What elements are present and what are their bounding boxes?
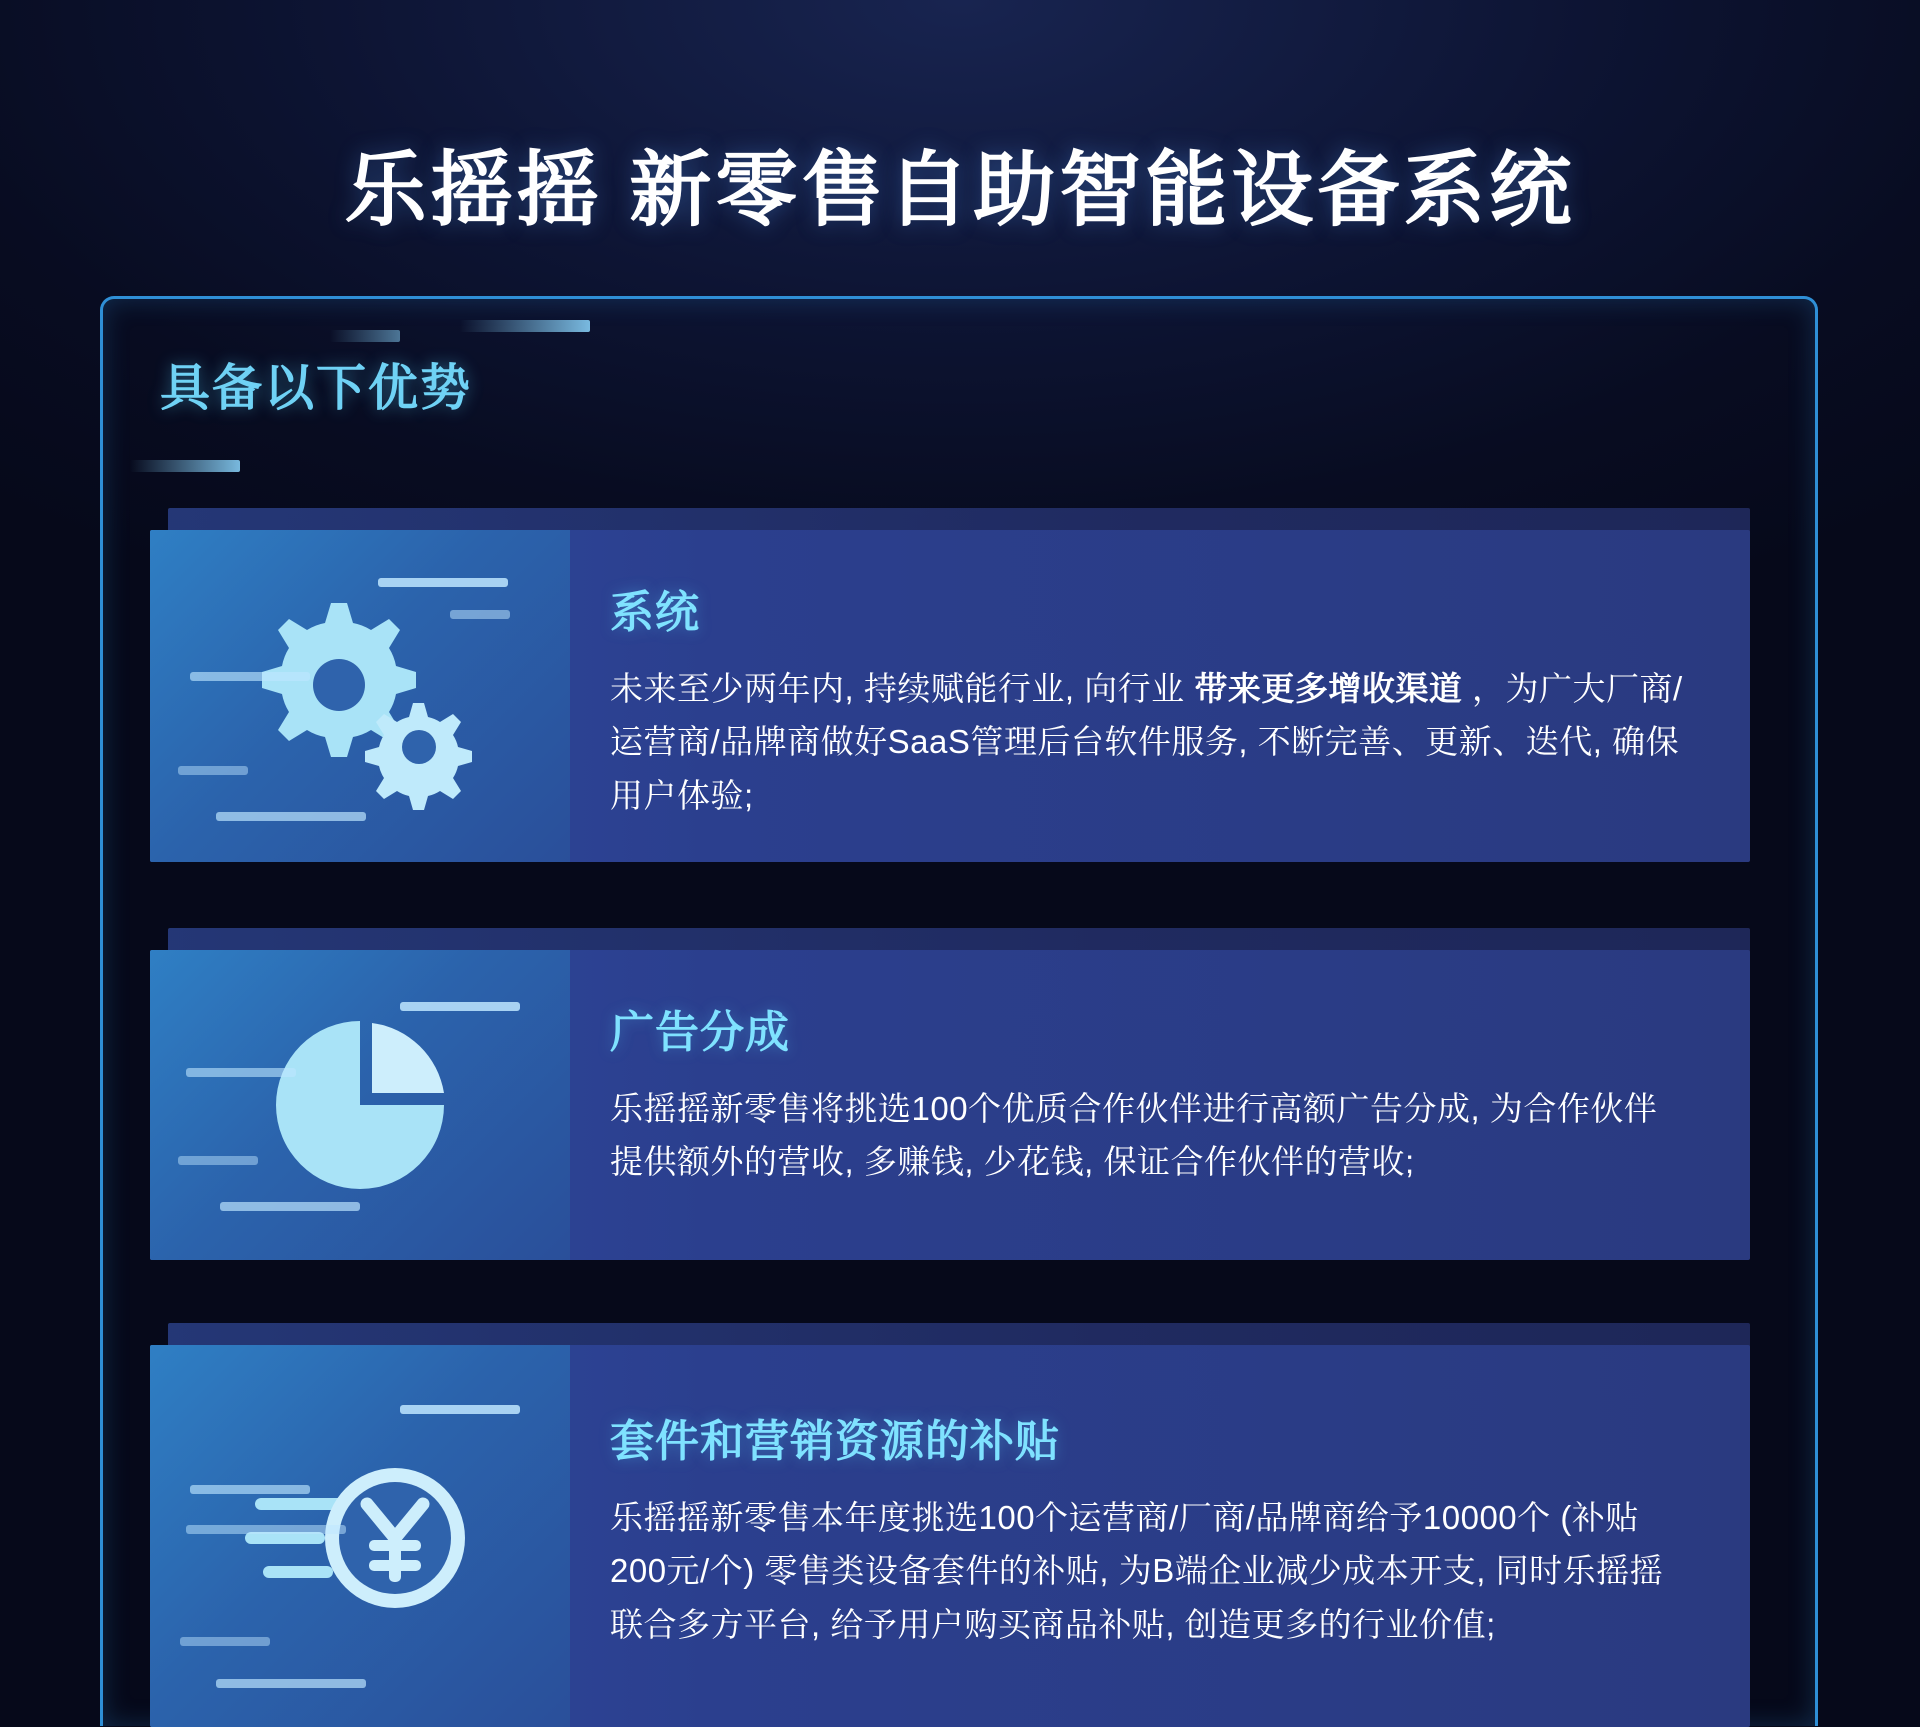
coin-yuan-icon bbox=[245, 1436, 475, 1636]
desc-highlight: 带来更多增收渠道 bbox=[1194, 670, 1463, 707]
card-title: 广告分成 bbox=[610, 1008, 790, 1057]
card-description: 乐摇摇新零售将挑选100个优质合作伙伴进行高额广告分成, 为合作伙伴提供额外的营收, 多赚钱, 少花钱, 保证合作伙伴的营收; bbox=[610, 1090, 1658, 1181]
desc-part-2: ，为广大厂商/运营商/品牌商做好SaaS管理后台软件服务, 不断完善、更新、迭代, 确保用户体验; bbox=[610, 670, 1683, 814]
pie-chart-icon bbox=[260, 1005, 460, 1205]
card-title: 套件和营销资源的补贴 bbox=[610, 1417, 1060, 1466]
card-icon-area bbox=[150, 1345, 570, 1727]
card-body bbox=[150, 1345, 1750, 1727]
deco-dash-1 bbox=[460, 320, 590, 332]
card-icon-area bbox=[150, 950, 570, 1260]
card-body bbox=[150, 950, 1750, 1260]
deco-dash-2 bbox=[130, 460, 240, 472]
card-title: 系统 bbox=[610, 588, 700, 637]
card-description bbox=[610, 662, 1690, 822]
desc-part-1: 未来至少两年内, 持续赋能行业, 向行业 bbox=[610, 670, 1195, 707]
deco-dash-3 bbox=[330, 330, 400, 342]
advantage-card bbox=[150, 950, 1750, 1260]
card-icon-area bbox=[150, 530, 570, 862]
card-description: 乐摇摇新零售本年度挑选100个运营商/厂商/品牌商给予10000个 (补贴200元/个) 零售类设备套件的补贴, 为B端企业减少成本开支, 同时乐摇摇联合多方平台, 给予用户购买商品补贴, 创造更多的行业价值; bbox=[610, 1499, 1664, 1643]
card-text bbox=[570, 950, 1750, 1260]
page-title: 乐摇摇 新零售自助智能设备系统 bbox=[344, 145, 1576, 236]
card-body bbox=[150, 530, 1750, 862]
advantage-card bbox=[150, 1345, 1750, 1727]
advantage-card bbox=[150, 530, 1750, 862]
card-text bbox=[570, 530, 1750, 862]
section-heading: 具备以下优势 bbox=[160, 360, 472, 416]
gears-icon bbox=[235, 581, 485, 811]
card-text bbox=[570, 1345, 1750, 1727]
